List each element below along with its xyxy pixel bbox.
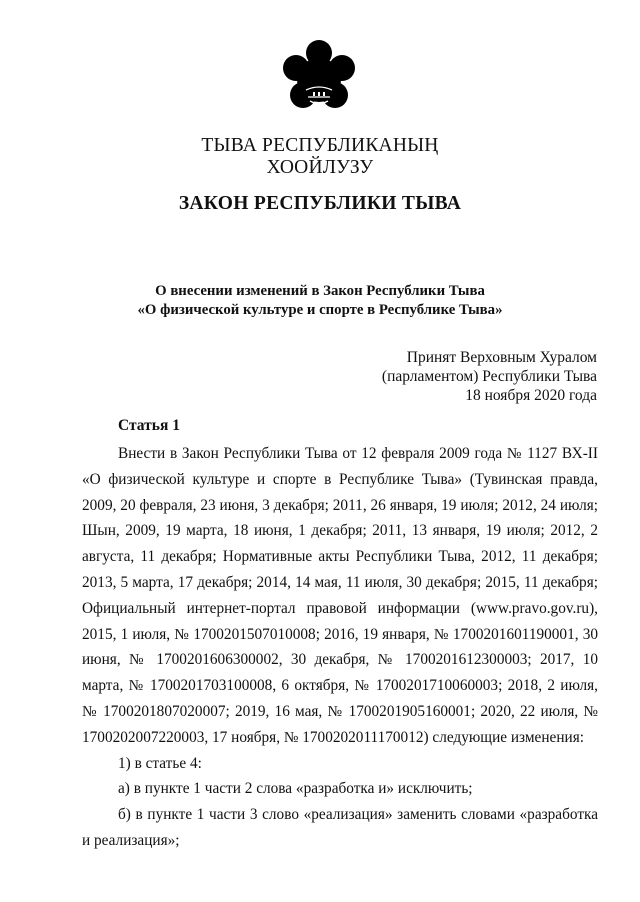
article-paragraph: б) в пункте 1 части 3 слово «реализация» заменить словами «разработка и реализация»; [82,806,598,849]
subject-line1: О внесении изменений в Закон Республики Тыва [155,283,485,299]
article-paragraph: 1) в статье 4: [118,754,202,772]
article-paragraph: Внести в Закон Республики Тыва от 12 февраля 2009 года № 1127 ВХ-II «О физической культуре и спорте в Республике Тыва» (Тувинская правда, 2009, 20 февраля, 23 июня, 3 декабря; 2011, 26 января, 19 июля; 2012, 24 июля; Шын, 2009, 19 марта, 18 июня, 1 декабря; 2011, 13 января, 19 июля; 2012, 2 августа, 11 декабря; Нормативные акты Республики Тыва, 2012, 11 декабря; 2013, 5 марта, 17 декабря; 2014, 14 мая, 11 июля, 30 декабря; 2015, 11 декабря; Официальный интернет-портал правовой информации (www.pravo.gov.ru), 2015, 1 июля, № 1700201507010008; 2016, 19 января, № 1700201601190001, 30 июня, № 1700201606300002, 30 декабря, № 1700201612300003; 2017, 10 марта, № 1700201703100008, 6 октября, № 1700201710060003; 2018, 2 июля, № 1700201807020007; 2019, 16 мая, № 1700201905160001; 2020, 22 июля, № 1700202007220003, 17 ноября, № 1700202011170012) следующие изменения: [82,445,598,746]
law-title: ЗАКОН РЕСПУБЛИКИ ТЫВА [178,193,462,214]
tuvan-title-line1: ТЫВА РЕСПУБЛИКАНЫҢ [201,135,439,156]
tuvan-title-line2: ХООЙЛУЗУ [266,157,374,178]
adoption-line1: Принят Верховным Хуралом [406,349,597,366]
adoption-date: 18 ноября 2020 года [465,387,597,404]
adoption-line2: (парламентом) Республики Тыва [381,368,597,385]
article-paragraph: а) в пункте 1 части 2 слова «разработка и» исключить; [118,780,473,798]
emblem-of-tuva-icon [279,40,359,120]
law-subject [0,282,640,320]
adoption-info [382,348,597,405]
tuvan-law-title [0,135,640,179]
article-heading: Статья 1 [118,417,180,434]
article-body [82,441,598,854]
subject-line2: «О физической культуре и спорте в Республике Тыва» [137,302,503,318]
